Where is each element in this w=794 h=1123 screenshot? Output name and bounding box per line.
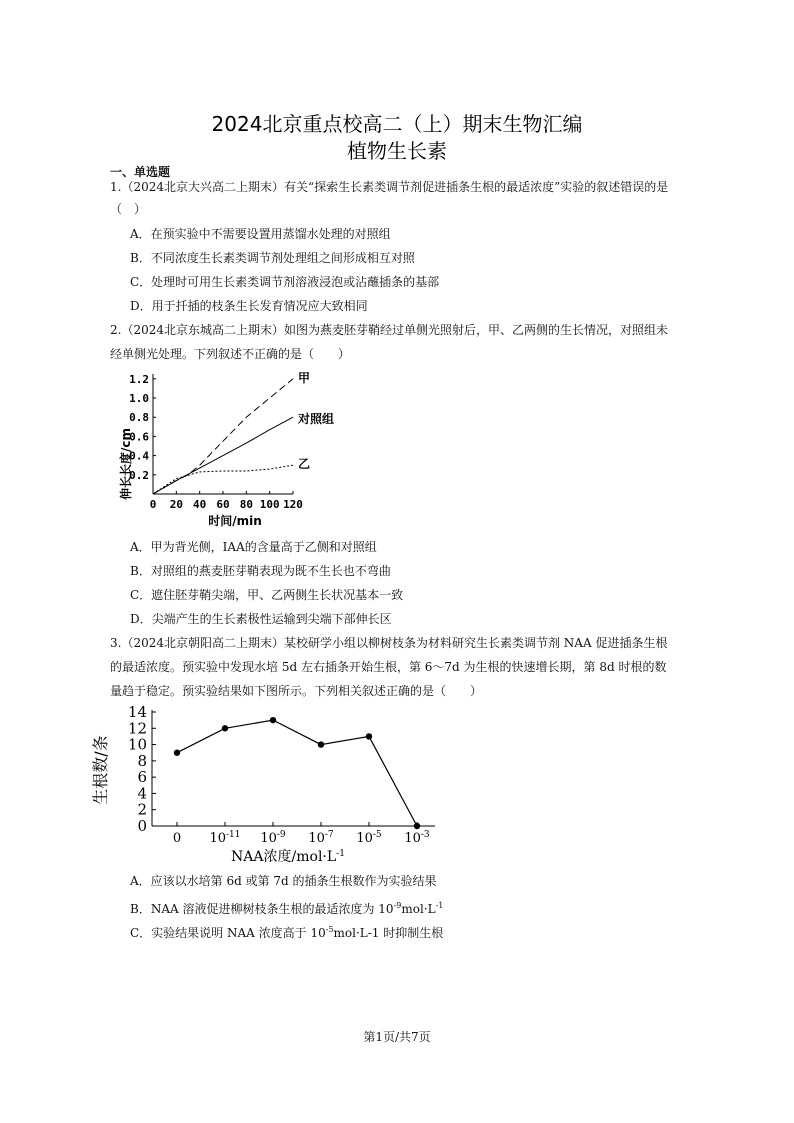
chart2-data-point [174,750,180,756]
chart1-series [153,379,293,494]
chart2-x-tick-label: $10^{-5}$ [356,830,382,846]
chart2-x-tick-label: $10^{-11}$ [209,830,241,846]
chart1-series-line-0 [153,379,293,494]
series-label-duizhaozu: 对照组 [298,412,335,426]
chart1-y-tick-label: 0.6 [129,430,149,444]
page-footer: 第1页/共7页 [363,1030,431,1044]
q3-stem-line1: 3.（2024北京朝阳高二上期末）某校研学小组以柳树枝条为材料研究生长素类调节剂 NAA 促进插条生根 [110,636,668,650]
chart1-x-tick-label: 60 [216,498,230,511]
chart2-y-tick-label: 0 [137,817,147,835]
q3-stem-line2: 的最适浓度。预实验中发现水培 5d 左右插条开始生根，第 6～7d 为生根的快速增长期，第 8d 时根的数 [110,660,667,674]
chart2-x-tick-label: $10^{-7}$ [308,830,334,846]
chart2-data-point [414,823,420,829]
section-heading: 一、单选题 [110,165,171,179]
chart2-data-point [366,733,372,739]
chart2-ylabel: 生根数/条 [91,735,110,805]
q2-option-d: D．尖端产生的生长素极性运输到尖端下部伸长区 [130,612,392,626]
chart1-axes [129,373,303,511]
chart1-xlabel: 时间/min [208,514,262,528]
chart1-y-tick-label: 0.4 [129,449,149,463]
chart2-xlabel: NAA浓度$/mol\cdot L^{-1}$ [231,849,345,865]
chart2-y-tick-label: 2 [137,800,147,819]
rooting-count-line-chart [80,700,450,866]
document-subtitle: 植物生长素 [347,139,447,163]
q1-option-c: C．处理时可用生长素类调节剂溶液浸泡或沾蘸插条的基部 [130,275,440,289]
chart2-series [174,717,420,829]
elongation-line-chart [108,368,335,530]
chart1-series-line-2 [153,465,293,494]
chart1-x-tick-label: 80 [239,498,253,511]
chart2-y-tick-label: 6 [137,768,147,787]
chart2-series-line [177,720,417,826]
q2-option-a: A．甲为背光侧，IAA的含量高于乙侧和对照组 [130,540,377,554]
q1-stem-line1: 1.（2024北京大兴高二上期末）有关“探索生长素类调节剂促进插条生根的最适浓度”实验的叙述错误的是 [110,180,669,194]
chart2-x-tick-label: $10^{-3}$ [404,830,430,846]
document-title: 2024北京重点校高二（上）期末生物汇编 [211,112,583,136]
chart2-y-tick-label: 4 [137,784,147,803]
chart1-x-tick-label: 120 [283,498,303,511]
q3-option-a: A．应该以水培第 6d 或第 7d 的插条生根数作为实验结果 [130,874,437,888]
chart1-x-tick-label: 40 [193,498,207,511]
chart1-y-tick-label: 0.2 [129,468,149,482]
q3-option-c: C．实验结果说明 NAA 浓度高于 $10^{-5}mol\cdot L-1$ 时抑制生根 [130,925,444,940]
chart1-y-tick-label: 1.0 [129,392,149,405]
chart2-y-tick-label: 8 [137,751,147,770]
chart1-y-tick-label: 1.2 [129,372,149,386]
chart2-y-tick-label: 12 [127,719,147,738]
chart2-data-point [222,725,228,731]
chart2-data-point [318,741,324,747]
q3-stem-line3: 量趋于稳定。预实验结果如下图所示。下列相关叙述正确的是（ ） [110,684,483,698]
series-label-jia: 甲 [298,371,311,385]
q2-stem-line1: 2.（2024北京东城高二上期末）如图为燕麦胚芽鞘经过单侧光照射后，甲、乙两侧的生长情况，对照组未 [110,323,668,337]
q2-option-c: C．遮住胚芽鞘尖端，甲、乙两侧生长状况基本一致 [130,588,404,602]
q2-stem-line2: 经单侧光处理。下列叙述不正确的是（ ） [110,347,351,361]
chart2-y-tick-label: 14 [127,703,147,721]
chart2-x-tick-label: $10^{-9}$ [260,830,286,846]
chart2-x-tick-label: 0 [172,831,182,846]
q1-option-d: D．用于扦插的枝条生长发育情况应大致相同 [130,299,368,313]
chart1-x-tick-label: 0 [149,498,157,511]
chart1-series-line-1 [153,417,293,494]
q1-stem-line2: （ ） [110,202,147,216]
q1-option-b: B．不同浓度生长素类调节剂处理组之间形成相互对照 [130,251,415,265]
q2-option-b: B．对照组的燕麦胚芽鞘表现为既不生长也不弯曲 [130,564,391,578]
series-label-yi: 乙 [298,457,311,471]
chart2-y-tick-label: 10 [127,735,147,754]
chart2-data-point [270,717,276,723]
chart1-y-tick-label: 0.8 [129,411,149,425]
q3-option-b: B．NAA 溶液促进柳树枝条生根的最适浓度为 $10^{-9}mol\cdot L^{-1}$ [130,901,444,916]
q1-option-a: A．在预实验中不需要设置用蒸馏水处理的对照组 [130,227,391,241]
chart1-x-tick-label: 20 [169,498,183,511]
chart1-ylabel: 伸长长度/cm [119,427,133,501]
chart1-x-tick-label: 100 [259,498,280,511]
